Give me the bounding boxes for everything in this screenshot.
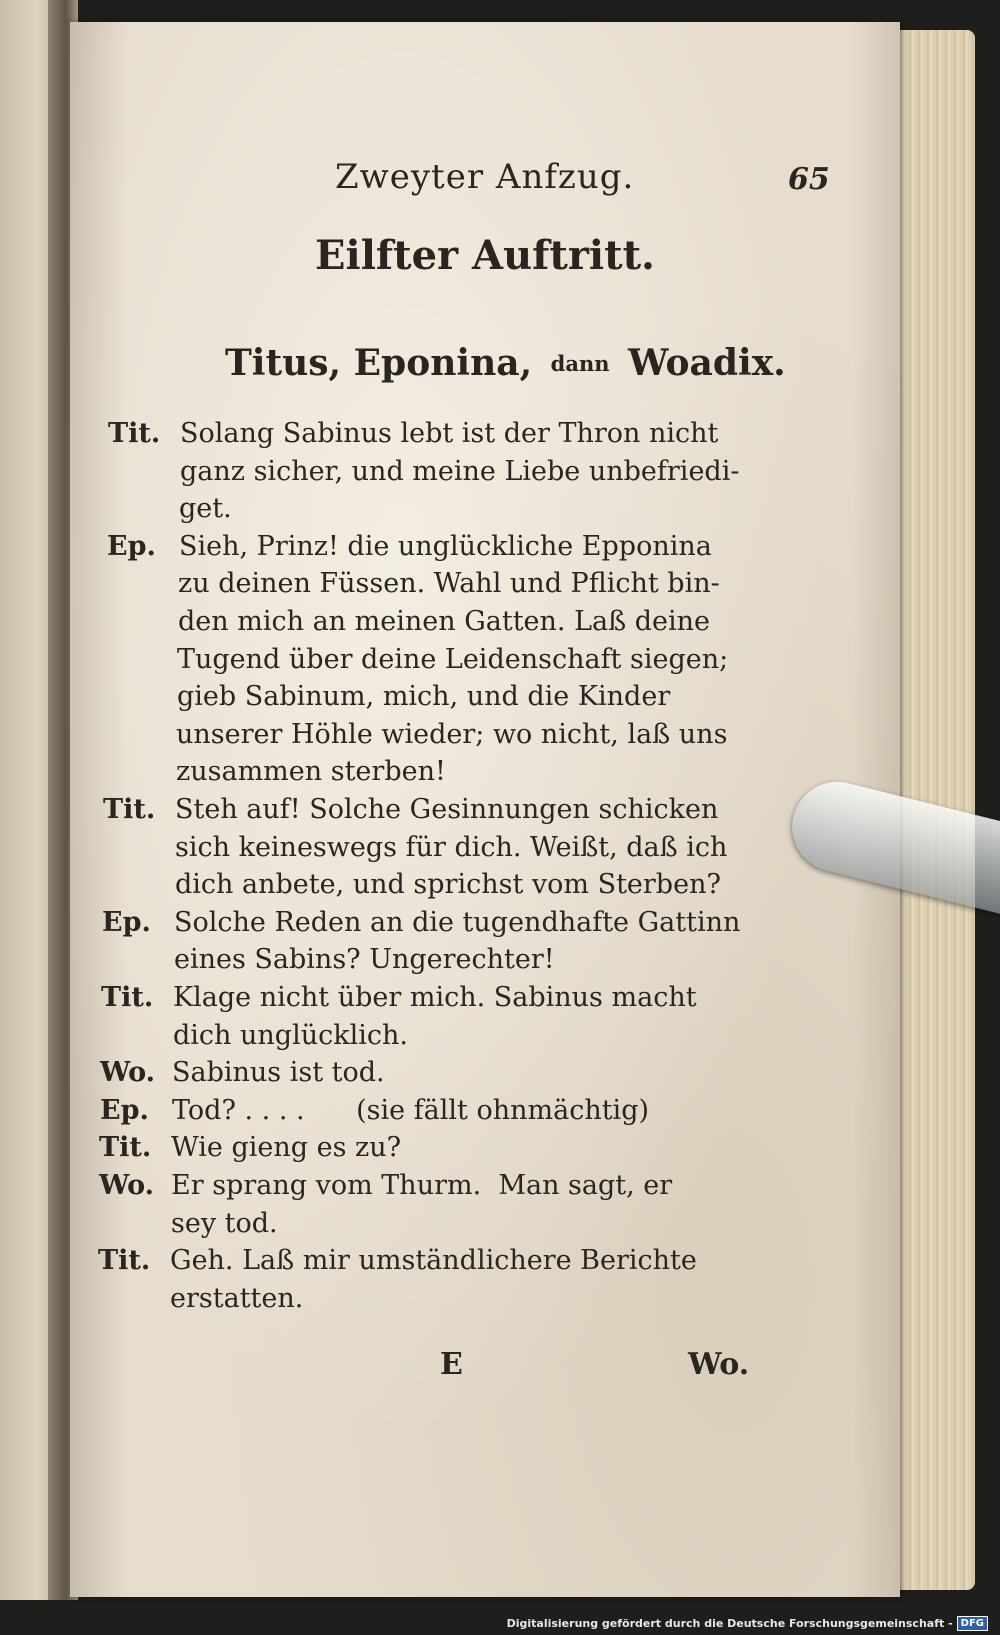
digitization-footer — [507, 1616, 988, 1631]
dialogue-text: den mich an meinen Gatten. Laß deine — [178, 606, 710, 637]
scene-title: Eilfter Auftritt. — [315, 232, 655, 279]
dialogue-line — [101, 1019, 408, 1051]
dialogue-text: zu deinen Füssen. Wahl und Pflicht bin- — [178, 568, 720, 600]
speaker-label: Tit. — [99, 1132, 152, 1164]
dialogue-line — [106, 608, 710, 635]
dialogue-line — [98, 1245, 697, 1277]
dialogue-text: get. — [179, 493, 232, 525]
dialogue-line — [100, 1094, 650, 1126]
dialogue-text: Steh auf! Solche Gesinnungen schicken — [175, 794, 719, 825]
speaker-label: Ep. — [107, 530, 156, 562]
dialogue-text: sey tod. — [171, 1207, 278, 1239]
dialogue-line — [102, 944, 555, 976]
speaker-label: Tit. — [103, 794, 156, 825]
dialogue-line — [104, 718, 728, 750]
dialogue-text: Sieh, Prinz! die unglückliche Epponina — [179, 530, 712, 562]
dialogue-line — [104, 756, 446, 788]
dialogue-text: dich unglücklich. — [173, 1019, 408, 1051]
dialogue-line — [103, 796, 718, 823]
speaker-label: Tit. — [101, 982, 154, 1013]
dialogue-text: zusammen sterben! — [176, 756, 446, 788]
speaker-label: Ep. — [102, 906, 151, 938]
dialogue-text: dich anbete, und sprichst vom Sterben? — [175, 869, 721, 901]
dialogue-line — [99, 1132, 402, 1164]
dialogue-line — [107, 493, 232, 525]
dialogue-line — [106, 568, 720, 600]
speaker-label: Wo. — [100, 1057, 156, 1089]
speaker-label: Wo. — [99, 1170, 155, 1201]
dialogue-text: ganz sicher, und meine Liebe unbefriedi- — [180, 455, 740, 487]
page-number: 65 — [788, 162, 830, 197]
dialogue-text: Er sprang vom Thurm. Man sagt, er — [171, 1170, 673, 1201]
dialogue-line — [100, 1057, 385, 1089]
dialogue-line — [108, 455, 740, 487]
book-page — [70, 22, 900, 1597]
dialogue-text: unserer Höhle wieder; wo nicht, laß uns — [176, 718, 728, 750]
dialogue-text: Wie gieng es zu? — [171, 1132, 402, 1164]
dialogue-text: eines Sabins? Ungerechter! — [174, 944, 555, 976]
dfg-logo: DFG — [957, 1616, 988, 1631]
cast-names: Titus, Eponina, — [225, 342, 533, 384]
dialogue-line — [103, 869, 721, 901]
dialogue-text: Solche Reden an die tugendhafte Gattinn — [174, 906, 741, 938]
dialogue-text: Tod? . . . . (sie fällt ohnmächtig) — [172, 1094, 650, 1126]
dialogue-line — [103, 831, 728, 863]
cast-last: Woadix. — [628, 342, 786, 384]
dialogue-line — [101, 984, 697, 1011]
dialogue-line — [107, 530, 712, 562]
dialogue-line — [108, 420, 718, 447]
signature-mark: E — [440, 1347, 463, 1382]
dialogue-line — [98, 1282, 304, 1314]
dialogue-text: Geh. Laß mir umständlichere Berichte — [170, 1245, 697, 1277]
dialogue-text: gieb Sabinum, mich, und die Kinder — [177, 681, 671, 713]
dialogue-text: sich keineswegs für dich. Weißt, daß ich — [175, 831, 728, 863]
dialogue-line — [99, 1172, 672, 1199]
dialogue-text: Tugend über deine Leidenschaft siegen; — [177, 643, 729, 675]
speaker-label: Tit. — [108, 418, 161, 449]
dialogue-line — [102, 906, 741, 938]
cast-connector: dann — [550, 351, 610, 376]
dialogue-line — [105, 681, 671, 713]
dialogue-text: Sabinus ist tod. — [172, 1057, 385, 1089]
catchword: Wo. — [688, 1347, 750, 1382]
dialogue-text: Solang Sabinus lebt ist der Thron nicht — [180, 418, 719, 449]
dialogue-text: erstatten. — [170, 1282, 304, 1314]
speaker-label: Ep. — [100, 1094, 149, 1126]
speaker-label: Tit. — [98, 1245, 151, 1277]
dialogue-line — [105, 643, 729, 675]
dialogue-text: Klage nicht über mich. Sabinus macht — [173, 982, 697, 1013]
footer-text: Digitalisierung gefördert durch die Deutsche Forschungsgemeinschaft - — [506, 1617, 953, 1630]
running-head: Zweyter Anfzug. — [335, 157, 635, 197]
dialogue-line — [99, 1207, 278, 1239]
cast-list — [225, 342, 786, 384]
